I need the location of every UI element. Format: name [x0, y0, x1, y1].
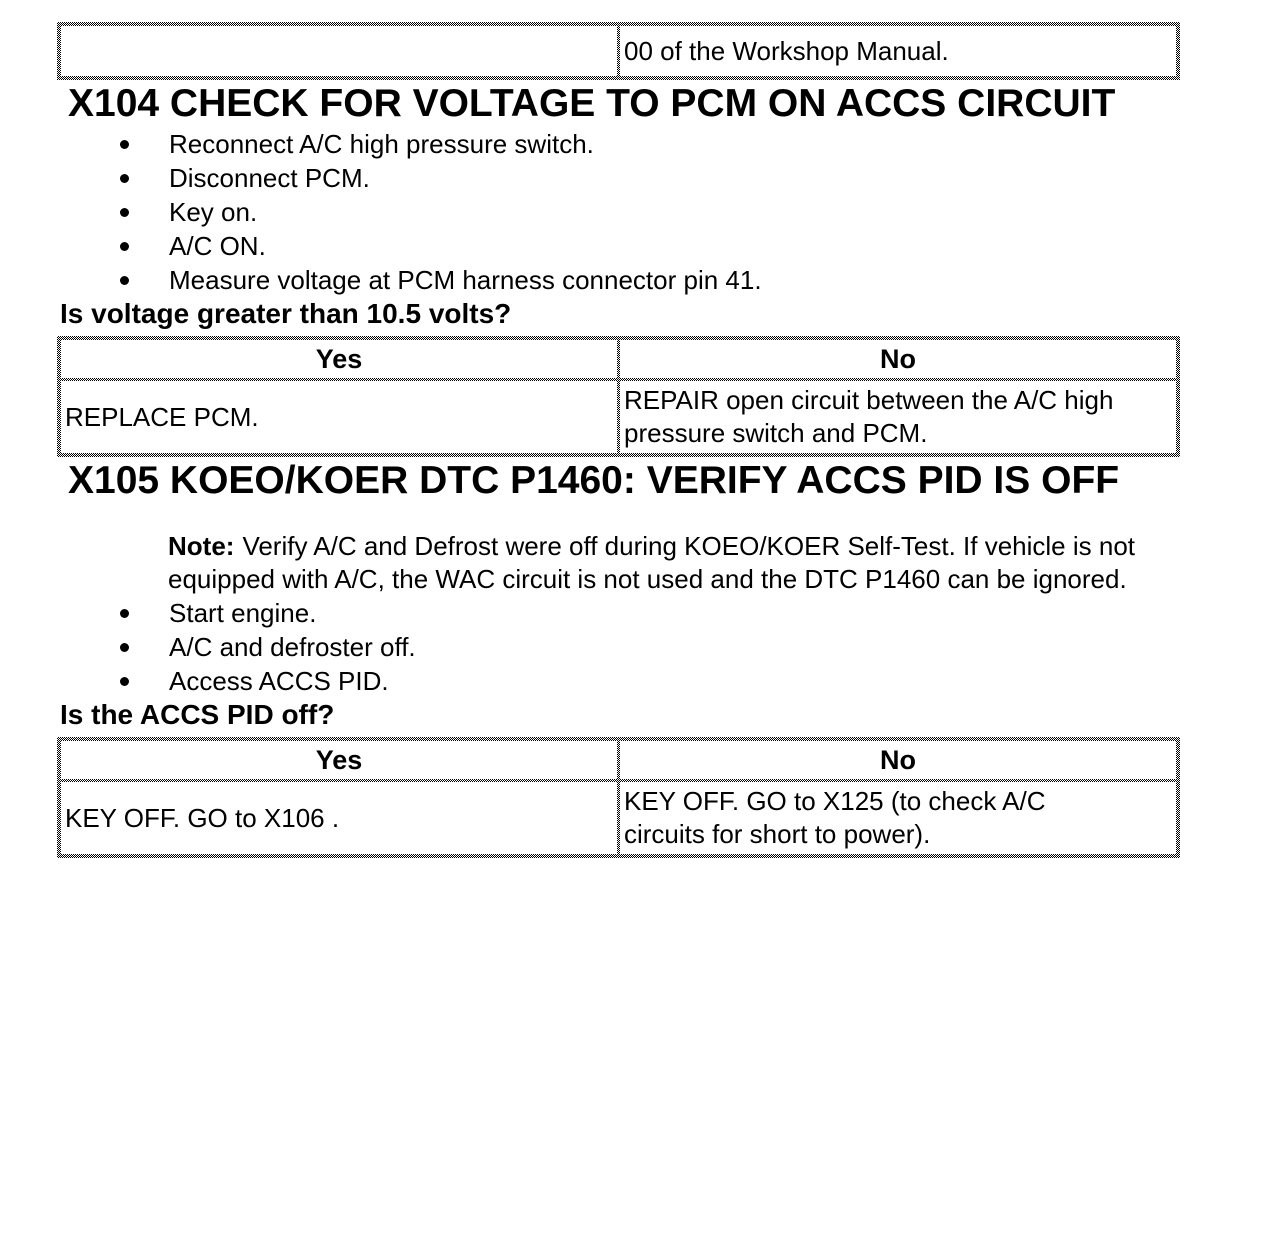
bullet-text: Start engine. — [169, 598, 317, 628]
decision-table-body-row — [61, 381, 1176, 453]
bullet-icon — [120, 174, 129, 183]
bullet-icon — [120, 677, 129, 686]
decision-table-header-row — [61, 741, 1176, 779]
bullet-text: Measure voltage at PCM harness connector pin 41. — [169, 265, 762, 295]
bullet-icon — [120, 140, 129, 149]
bullet-text: A/C ON. — [169, 231, 266, 261]
no-action-cell: REPAIR open circuit between the A/C high pressure switch and PCM. — [620, 381, 1176, 453]
carryover-table — [57, 22, 1180, 80]
bullet-item — [57, 127, 1215, 161]
bullet-icon — [120, 276, 129, 285]
bullet-text: Disconnect PCM. — [169, 163, 370, 193]
carryover-table-row — [61, 26, 1176, 76]
note-label: Note: — [168, 531, 235, 561]
yes-column-header: Yes — [61, 741, 617, 779]
bullet-text: Reconnect A/C high pressure switch. — [169, 129, 594, 159]
bullet-item — [57, 229, 1215, 263]
yes-column-header: Yes — [61, 340, 617, 378]
bullet-icon — [120, 242, 129, 251]
no-action-cell: KEY OFF. GO to X125 (to check A/C circuits for short to power). — [620, 782, 1176, 854]
bullet-item — [57, 630, 1215, 664]
bullet-item — [57, 195, 1215, 229]
no-column-header: No — [620, 340, 1176, 378]
section-heading-x105: X105 KOEO/KOER DTC P1460: VERIFY ACCS PID IS OFF — [68, 459, 1120, 502]
carryover-right-cell: 00 of the Workshop Manual. — [620, 26, 1176, 76]
decision-question-x105: Is the ACCS PID off? — [60, 699, 335, 730]
bullet-icon — [120, 609, 129, 618]
note-paragraph — [168, 530, 1215, 596]
carryover-left-cell — [61, 26, 617, 76]
section-heading-x104: X104 CHECK FOR VOLTAGE TO PCM ON ACCS CIRCUIT — [68, 82, 1116, 125]
document-page — [0, 22, 1264, 1254]
bullet-icon — [120, 643, 129, 652]
bullet-text: A/C and defroster off. — [169, 632, 416, 662]
bullet-item — [57, 596, 1215, 630]
bullet-item — [57, 161, 1215, 195]
note-text: Verify A/C and Defrost were off during KOEO/KOER Self-Test. If vehicle is not equipped with A/C, the WAC circuit is not used and the DTC P1460 can be ignored. — [168, 531, 1136, 594]
decision-table-body-row — [61, 782, 1176, 854]
decision-question-x104: Is voltage greater than 10.5 volts? — [60, 298, 512, 329]
decision-table-header-row — [61, 340, 1176, 378]
bullet-list-x104 — [57, 127, 1215, 297]
no-column-header: No — [620, 741, 1176, 779]
yes-action-cell: REPLACE PCM. — [61, 381, 617, 453]
bullet-text: Key on. — [169, 197, 258, 227]
bullet-list-x105 — [57, 596, 1215, 698]
decision-table-x105 — [57, 737, 1180, 858]
bullet-item — [57, 263, 1215, 297]
bullet-icon — [120, 208, 129, 217]
yes-action-cell: KEY OFF. GO to X106 . — [61, 782, 617, 854]
decision-table-x104 — [57, 336, 1180, 457]
bullet-text: Access ACCS PID. — [169, 666, 389, 696]
bullet-item — [57, 664, 1215, 698]
